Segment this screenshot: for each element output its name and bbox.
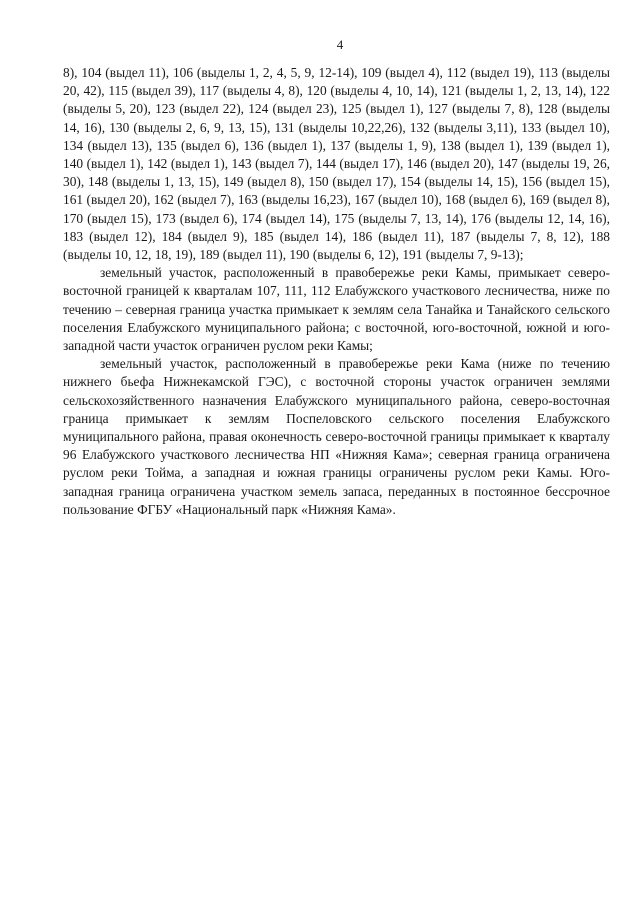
page-number: 4 bbox=[336, 37, 344, 52]
paragraph-land-plot-kama-right-bank-2: земельный участок, расположенный в правобережье реки Кама (ниже по течению нижнего бьефа Нижнекамской ГЭС), с восточной стороны участок ограничен землями сельскохозяйственного назначения Елабужского муниципального района, северо-восточная граница примыкает к землям Поспеловского сельского поселения Елабужского муниципального района, правая оконечность северо-восточной границы примыкает к кварталу 96 Елабужского участкового лесничества НП «Нижняя Кама»; северная граница ограничена руслом реки Тойма, а западная и южная границы ограничены руслом реки Камы. Юго-западная граница ограничена участком земель запаса, переданных в постоянное бессрочное пользование ФГБУ «Национальный парк «Нижняя Кама». bbox=[63, 356, 610, 517]
paragraph-land-plot-kama-right-bank-1: земельный участок, расположенный в правобережье реки Камы, примыкает северо-восточной границей к кварталам 107, 111, 112 Елабужского участкового лесничества, ниже по течению – северная граница участка примыкает к землям села Танайка и Танайского сельского поселения Елабужского муниципального района; с восточной, юго-восточной, южной и юго-западной части участок ограничен руслом реки Камы; bbox=[63, 265, 610, 354]
paragraph-forest-quarters-list: 8), 104 (выдел 11), 106 (выделы 1, 2, 4, 5, 9, 12-14), 109 (выдел 4), 112 (выдел 19), 113 (выделы 20, 42), 115 (выдел 39), 117 (выделы 4, 8), 120 (выделы 4, 10, 14), 121 (выделы 1, 2, 13, 14), 122 (выделы 5, 20), 123 (выдел 22), 124 (выдел 23), 125 (выдел 1), 127 (выделы 7, 8), 128 (выделы 14, 16), 130 (выделы 2, 6, 9, 13, 15), 131 (выделы 10,22,26), 132 (выделы 3,11), 133 (выдел 10), 134 (выдел 13), 135 (выдел 6), 136 (выдел 1), 137 (выделы 1, 9), 138 (выдел 1), 139 (выдел 1), 140 (выдел 1), 142 (выдел 1), 143 (выдел 7), 144 (выдел 17), 146 (выдел 20), 147 (выделы 19, 26, 30), 148 (выделы 1, 13, 15), 149 (выдел 8), 150 (выдел 17), 154 (выделы 14, 15), 156 (выдел 15), 161 (выдел 20), 162 (выдел 7), 163 (выделы 16,23), 167 (выдел 10), 168 (выдел 6), 169 (выдел 8), 170 (выдел 15), 173 (выдел 6), 174 (выдел 14), 175 (выделы 7, 13, 14), 176 (выделы 12, 14, 16), 183 (выдел 12), 184 (выдел 9), 185 (выдел 14), 186 (выдел 11), 187 (выделы 7, 8, 12), 188 (выделы 10, 12, 18, 19), 189 (выдел 11), 190 (выделы 6, 12), 191 (выделы 7, 9-13); bbox=[63, 65, 610, 263]
document-body bbox=[63, 64, 610, 519]
